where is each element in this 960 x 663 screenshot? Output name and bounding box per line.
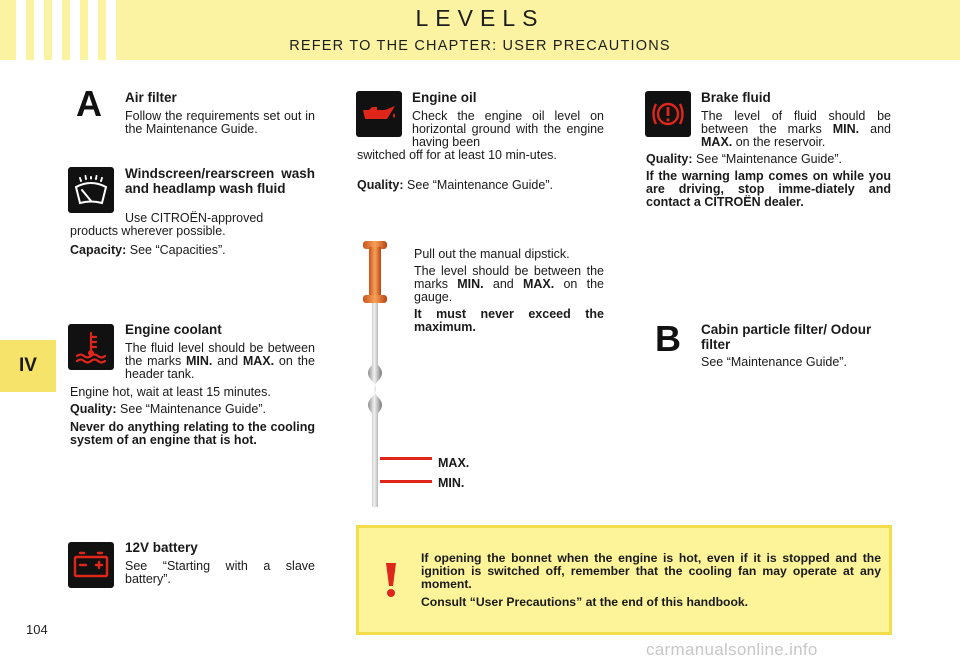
windscreen-washer-icon: [72, 171, 110, 209]
dipstick-pull-text: Pull out the manual dipstick.: [414, 247, 570, 261]
brake-quality: [646, 153, 891, 166]
washer-icon: [68, 167, 114, 213]
capacity-value: See “Capacities”.: [129, 243, 226, 257]
coolant-and: and: [217, 354, 239, 368]
dipstick-handle-stem: [369, 247, 381, 297]
dipstick-warning: It must never exceed the maximum.: [414, 307, 604, 334]
coolant-text: [125, 342, 315, 381]
page-title: LEVELS: [415, 5, 545, 31]
coolant-quality-value: See “Maintenance Guide”.: [120, 402, 266, 416]
oil-quality-label: Quality:: [357, 178, 404, 192]
brake-title: Brake fluid: [701, 90, 771, 105]
brake-warning: If the warning lamp comes on while you are driving, stop imme-diately and contact a CITROËN dealer.: [646, 169, 891, 209]
dipstick-level-text: [414, 265, 604, 304]
coolant-text-b: on the header tank.: [125, 354, 315, 381]
dipstick-min-line: [380, 480, 432, 483]
engine-oil-title: Engine oil: [412, 90, 477, 105]
capacity-label: Capacity:: [70, 243, 127, 257]
bonnet-warning-line1: If opening the bonnet when the engine is hot, even if it is stopped and the ignition is switched off, remember that the cooling fan may operate at any moment.: [421, 551, 881, 591]
dipstick-and: and: [492, 277, 514, 291]
dipstick-handle-collar: [363, 295, 387, 303]
engine-oil-quality: [357, 179, 604, 192]
dipstick-max-line: [380, 457, 432, 460]
cabin-filter-text: See “Maintenance Guide”.: [701, 355, 847, 369]
coolant-hot-text: Engine hot, wait at least 15 minutes.: [70, 385, 271, 399]
brake-icon-box: [645, 91, 691, 137]
air-filter-title: Air filter: [125, 90, 177, 105]
dipstick-rod: [368, 303, 382, 507]
dipstick-min-label: MIN.: [438, 476, 465, 490]
coolant-quality-label: Quality:: [70, 402, 117, 416]
washer-text-b: products wherever possible.: [70, 224, 226, 238]
dipstick-level-b: on the gauge.: [414, 277, 604, 304]
header-stripe: [16, 0, 26, 60]
bonnet-warning-box: [356, 525, 892, 635]
engine-oil-text-a: Check the engine oil level on horizontal ground with the engine having been: [412, 109, 604, 149]
oil-icon-box: [356, 91, 402, 137]
header-stripe: [88, 0, 98, 60]
bonnet-warning-text: [421, 552, 881, 609]
battery-icon-box: [68, 542, 114, 588]
section-letter-b: B: [655, 318, 681, 359]
washer-text-a: Use CITROËN-approved: [125, 211, 264, 225]
engine-oil-text-b: switched off for at least 10 min-utes.: [357, 148, 557, 162]
header-stripe: [52, 0, 62, 60]
air-filter-text: Follow the requirements set out in the Maintenance Guide.: [125, 109, 315, 136]
battery-icon: [72, 550, 110, 580]
brake-and: and: [870, 122, 892, 136]
section-letter-a: A: [76, 83, 102, 124]
dipstick-max-label: MAX.: [438, 456, 470, 470]
coolant-warning: Never do anything relating to the cooling system of an engine that is hot.: [70, 420, 315, 447]
brake-text-b: on the reservoir.: [735, 135, 826, 149]
header-stripe: [70, 0, 80, 60]
coolant-icon-box: [68, 324, 114, 370]
battery-text: See “Starting with a slave battery”.: [125, 559, 315, 586]
page-subtitle: REFER TO THE CHAPTER: USER PRECAUTIONS: [289, 38, 671, 54]
brake-text: [701, 110, 891, 149]
exclamation-warning-icon: [371, 560, 411, 600]
brake-quality-label: Quality:: [646, 152, 693, 166]
page-header: [0, 0, 960, 60]
brake-text-a: The level of fluid should be between the marks: [701, 109, 891, 136]
coolant-title: Engine coolant: [125, 322, 222, 337]
brake-min: MIN.: [832, 122, 860, 136]
dipstick-level-a: The level should be between the marks: [414, 264, 604, 291]
oil-quality-value: See “Maintenance Guide”.: [407, 178, 553, 192]
brake-warning-icon: [650, 96, 686, 132]
dipstick-min: MIN.: [457, 277, 484, 291]
coolant-text-a: The fluid level should be between the marks: [125, 341, 315, 368]
header-stripe: [34, 0, 44, 60]
washer-capacity: [70, 244, 315, 257]
chapter-tab: IV: [0, 340, 56, 392]
oil-can-icon: [360, 101, 398, 127]
washer-title: Windscreen/rearscreen wash and headlamp wash fluid: [125, 166, 315, 196]
coolant-temperature-icon: [73, 329, 109, 365]
cabin-filter-title: Cabin particle filter/ Odour filter: [701, 322, 872, 352]
coolant-min: MIN.: [186, 354, 213, 368]
bonnet-warning-line2: Consult “User Precautions” at the end of this handbook.: [421, 595, 749, 609]
dipstick-illustration: [355, 235, 395, 515]
dipstick-max: MAX.: [522, 277, 555, 291]
header-stripe: [106, 0, 116, 60]
coolant-max: MAX.: [242, 354, 275, 368]
page-number: 104: [26, 622, 48, 637]
battery-title: 12V battery: [125, 540, 198, 555]
coolant-quality: [70, 403, 315, 416]
brake-max: MAX.: [701, 135, 733, 149]
watermark: carmanualsonline.info: [646, 640, 818, 659]
brake-quality-value: See “Maintenance Guide”.: [696, 152, 842, 166]
